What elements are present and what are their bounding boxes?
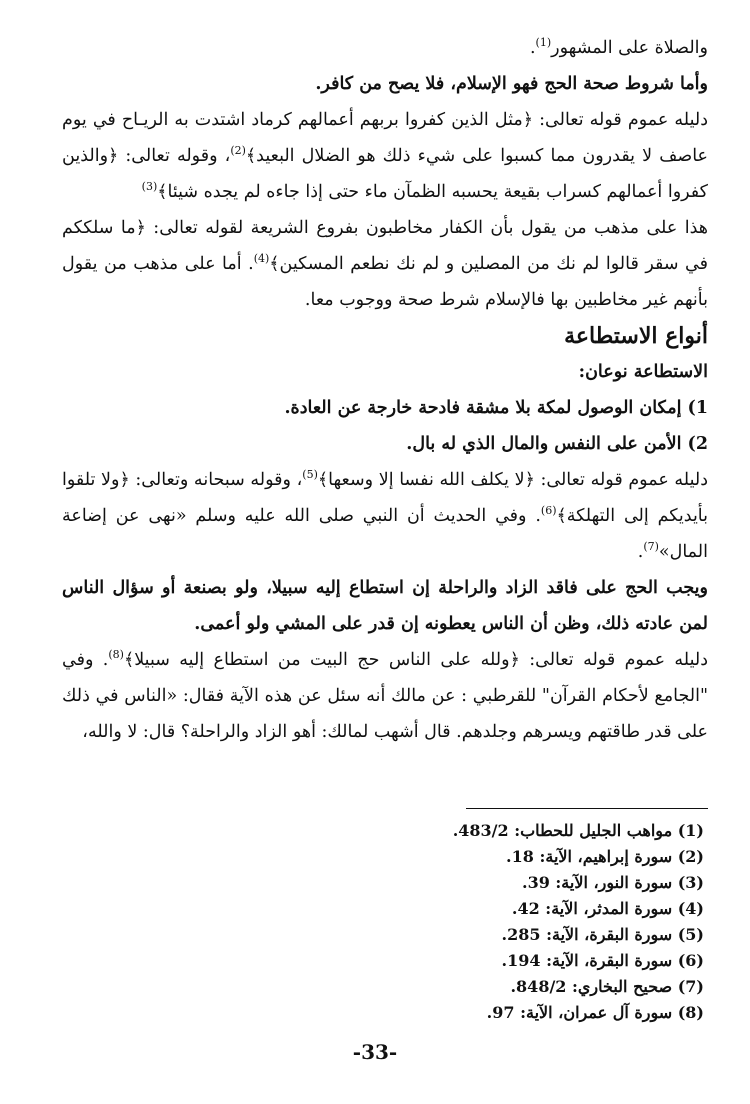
footnote-item: (8) سورة آل عمران، الآية: 97. — [486, 1003, 704, 1022]
footnotes-list — [304, 818, 704, 1026]
body-text — [62, 30, 708, 750]
list-item-2: 2) الأمن على النفس والمال الذي له بال. — [406, 434, 708, 454]
paragraph-evidence-2: دليله عموم قوله تعالى: ﴿لا يكلف الله نفسا إلا وسعها﴾$^{(5)}$، وقوله سبحانه وتعالى: ﴿ولا تلقوا بأيديكم إلى التهلكة﴾$^{(6)}$. وفي الحديث أن النبي صلى الله عليه وسلم «نهى عن إضاعة المال»$^{(7)}$. — [62, 468, 709, 562]
section-heading: أنواع الاستطاعة — [564, 323, 708, 349]
footnote-item: (1) مواهب الجليل للحطاب: 483/2. — [452, 821, 704, 840]
subheading-two-types: الاستطاعة نوعان: — [578, 362, 708, 382]
paragraph-evidence-3: دليله عموم قوله تعالى: ﴿ولله على الناس حج البيت من استطاع إليه سبيلا﴾$^{(8)}$. وفي "الجامع لأحكام القرآن" للقرطبي : عن مالك أنه سئل عن هذه الآية فقال: «الناس في ذلك على قدر طاقتهم ويسرهم وجلدهم. قال أشهب لمالك: أهو الزاد والراحلة؟ قال: لا والله، — [62, 648, 709, 742]
paragraph-islam-condition: وأما شروط صحة الحج فهو الإسلام، فلا يصح من كافر. — [315, 74, 708, 94]
paragraph-evidence-1: دليله عموم قوله تعالى: ﴿مثل الذين كفروا بربهم أعمالهم كرماد اشتدت به الريـاح في يوم عاصف لا يقدرون مما كسبوا على شيء ذلك هو الضلال البعيد﴾$^{(2)}$، وقوله تعالى: ﴿والذين كفروا أعمالهم كسراب بقيعة يحسبه الظمآن ماء حتى إذا جاءه لم يجده شيئا﴾$^{(3)}$ — [62, 110, 708, 202]
list-item-1: 1) إمكان الوصول لمكة بلا مشقة فادحة خارجة عن العادة. — [284, 398, 708, 418]
footnote-item: (3) سورة النور، الآية: 39. — [521, 873, 704, 892]
paragraph-continuation: والصلاة على المشهور$^{(1)}$. — [529, 36, 708, 58]
paragraph-obligation: ويجب الحج على فاقد الزاد والراحلة إن استطاع إليه سبيلا، ولو بصنعة أو سؤال الناس لمن عادته ذلك، وظن أن الناس يعطونه إن قدر على المشي ولو أعمى. — [62, 578, 708, 634]
page-number: -33- — [352, 1040, 398, 1064]
footnote-divider — [466, 808, 708, 809]
footnote-item: (6) سورة البقرة، الآية: 194. — [501, 951, 704, 970]
footnote-item: (4) سورة المدثر، الآية: 42. — [511, 899, 704, 918]
footnote-item: (7) صحيح البخاري: 848/2. — [510, 977, 704, 996]
footnote-item: (5) سورة البقرة، الآية: 285. — [501, 925, 704, 944]
paragraph-madhhab: هذا على مذهب من يقول بأن الكفار مخاطبون بفروع الشريعة لقوله تعالى: ﴿ما سلككم في سقر قالوا لم نك من المصلين و لم نك نطعم المسكين﴾$^{(4)}$. أما على مذهب من يقول بأنهم غير مخاطبين بها فالإسلام شرط صحة ووجوب معا. — [62, 218, 708, 310]
footnote-item: (2) سورة إبراهيم، الآية: 18. — [506, 847, 704, 866]
